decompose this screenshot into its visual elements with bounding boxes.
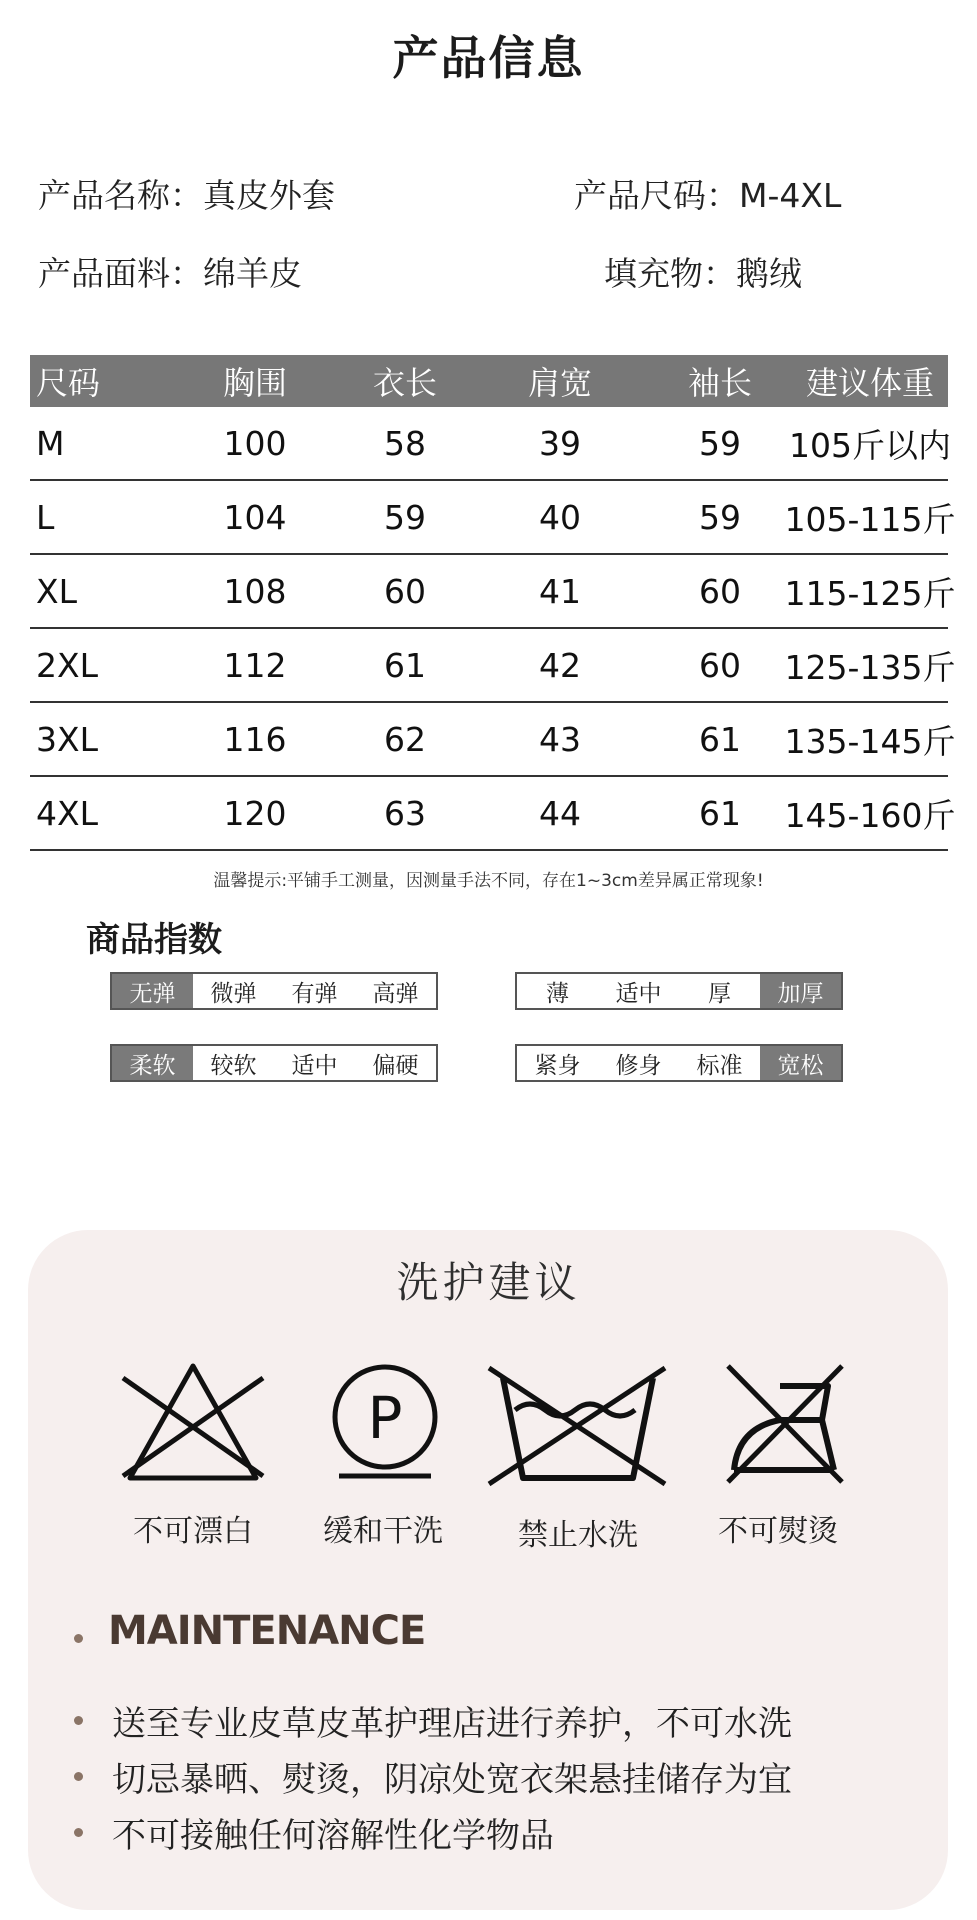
cell-length: 59 [384, 497, 426, 537]
cell-sleeve: 61 [699, 719, 741, 759]
cell-size: 4XL [36, 793, 98, 833]
cell-chest: 120 [223, 793, 287, 833]
bullet-dot [74, 1634, 83, 1643]
softness-option: 偏硬 [372, 1052, 419, 1079]
product-fabric: 产品面料：绵羊皮 [38, 254, 302, 293]
cell-sleeve: 60 [699, 645, 741, 685]
no-iron-icon [720, 1358, 850, 1488]
cell-weight: 125-135斤 [784, 647, 956, 687]
softness-option: 适中 [291, 1052, 338, 1079]
page-title: 产品信息 [392, 31, 585, 85]
fit-scale [515, 1044, 843, 1082]
elasticity-scale [110, 972, 438, 1010]
measurement-tip: 温馨提示:平铺手工测量，因测量手法不同，存在1~3cm差异属正常现象! [213, 871, 764, 891]
product-size-range: 产品尺码：M-4XL [574, 176, 842, 215]
cell-shoulder: 44 [539, 793, 581, 833]
softness-scale [110, 1044, 438, 1082]
maintenance-title: MAINTENANCE [108, 1608, 426, 1654]
size-table-header [30, 355, 948, 407]
table-row [30, 481, 956, 555]
cell-size: 2XL [36, 645, 98, 685]
gentle-dry-clean-icon [325, 1362, 445, 1482]
thickness-option: 加厚 [760, 974, 841, 1008]
table-row [30, 777, 956, 851]
cell-sleeve: 59 [699, 423, 741, 463]
maintenance-tip: 不可接触任何溶解性化学物品 [112, 1816, 554, 1856]
header-sleeve: 袖长 [687, 364, 752, 402]
bullet-dot [74, 1716, 83, 1725]
cell-shoulder: 39 [539, 423, 581, 463]
cell-shoulder: 41 [539, 571, 581, 611]
softness-option: 较软 [210, 1052, 257, 1079]
cell-weight: 105-115斤 [784, 499, 956, 539]
bullet-dot [74, 1772, 83, 1781]
cell-size: XL [36, 571, 77, 611]
table-row [30, 555, 956, 629]
cell-shoulder: 42 [539, 645, 581, 685]
fit-option: 宽松 [760, 1046, 841, 1080]
care-label-no-wash: 禁止水洗 [518, 1518, 638, 1553]
header-length: 衣长 [372, 364, 437, 402]
fit-option: 紧身 [534, 1052, 581, 1079]
cell-chest: 104 [223, 497, 287, 537]
thickness-option: 厚 [708, 980, 731, 1007]
elasticity-option: 有弹 [291, 980, 338, 1007]
care-label-no-bleach: 不可漂白 [133, 1514, 253, 1549]
no-bleach-icon [118, 1358, 268, 1488]
elasticity-option: 高弹 [372, 980, 419, 1007]
header-shoulder: 肩宽 [527, 364, 592, 402]
cell-weight: 145-160斤 [784, 795, 956, 835]
product-index-title: 商品指数 [86, 920, 222, 960]
product-filling: 填充物：鹅绒 [604, 254, 802, 293]
cell-sleeve: 60 [699, 571, 741, 611]
cell-weight: 115-125斤 [784, 573, 956, 613]
cell-shoulder: 43 [539, 719, 581, 759]
care-title: 洗护建议 [396, 1258, 581, 1307]
fit-option: 修身 [615, 1052, 662, 1079]
table-row [30, 407, 951, 481]
maintenance-tip: 切忌暴晒、熨烫，阴凉处宽衣架悬挂储存为宜 [112, 1760, 792, 1800]
cell-chest: 100 [223, 423, 287, 463]
cell-length: 58 [384, 423, 426, 463]
cell-size: 3XL [36, 719, 98, 759]
header-chest: 胸围 [222, 364, 287, 402]
cell-length: 61 [384, 645, 426, 685]
cell-size: L [36, 497, 55, 537]
elasticity-option: 无弹 [112, 974, 193, 1008]
cell-length: 60 [384, 571, 426, 611]
cell-length: 62 [384, 719, 426, 759]
care-label-gentle-dry-clean: 缓和干洗 [323, 1514, 443, 1549]
cell-weight: 135-145斤 [784, 721, 956, 761]
cell-sleeve: 61 [699, 793, 741, 833]
cell-shoulder: 40 [539, 497, 581, 537]
table-row [30, 703, 956, 777]
fit-option: 标准 [696, 1052, 743, 1079]
elasticity-option: 微弹 [210, 980, 257, 1007]
cell-chest: 112 [223, 645, 287, 685]
header-size: 尺码 [36, 364, 101, 402]
no-wash-icon [485, 1360, 670, 1490]
thickness-option: 适中 [615, 980, 662, 1007]
size-table [30, 355, 956, 851]
cell-weight: 105斤以内 [789, 425, 951, 465]
cell-sleeve: 59 [699, 497, 741, 537]
cell-length: 63 [384, 793, 426, 833]
thickness-scale [515, 972, 843, 1010]
cell-size: M [36, 423, 65, 463]
softness-option: 柔软 [112, 1046, 193, 1080]
maintenance-tip: 送至专业皮草皮革护理店进行养护，不可水洗 [112, 1704, 792, 1744]
table-row [30, 629, 956, 703]
product-name: 产品名称：真皮外套 [38, 176, 335, 215]
cell-chest: 116 [223, 719, 287, 759]
bullet-dot [74, 1828, 83, 1837]
cell-chest: 108 [223, 571, 287, 611]
svg-text:P: P [367, 1384, 403, 1452]
header-weight: 建议体重 [805, 364, 934, 402]
thickness-option: 薄 [546, 980, 569, 1007]
care-label-no-iron: 不可熨烫 [718, 1514, 838, 1549]
